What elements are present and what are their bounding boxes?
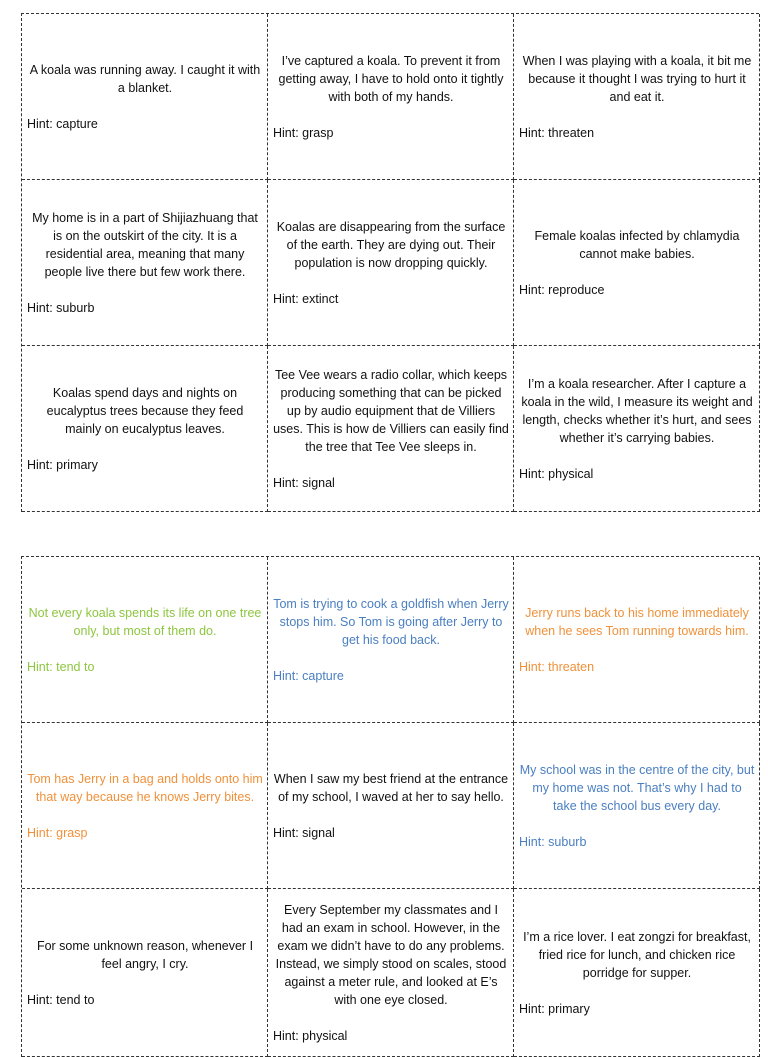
card-sentence: My home is in a part of Shijiazhuang that is on the outskirt of the city. It is a residential area, meaning that many people live there but few work there. [32, 210, 258, 279]
card-hint: Hint: primary [519, 1001, 590, 1016]
vocab-card [268, 723, 514, 889]
vocab-card [514, 889, 760, 1057]
card-sentence: Every September my classmates and I had an exam in school. However, in the exam we didn’t have to do any problems. Instead, we simply stood on scales, stood against a meter rule, and looked at E’s with one eye closed. [275, 902, 507, 1007]
card-hint: Hint: capture [27, 116, 98, 131]
vocab-card [22, 557, 268, 723]
card-sentence: Female koalas infected by chlamydia cannot make babies. [534, 228, 740, 261]
card-sentence: Tom is trying to cook a goldfish when Jerry stops him. So Tom is going after Jerry to get his food back. [273, 596, 509, 647]
card-sentence: When I saw my best friend at the entrance of my school, I waved at her to say hello. [273, 771, 509, 804]
card-hint: Hint: primary [27, 457, 98, 472]
card-sentence: I’ve captured a koala. To prevent it from getting away, I have to hold onto it tightly with both of my hands. [278, 53, 504, 104]
card-hint: Hint: physical [519, 466, 594, 481]
card-sentence: A koala was running away. I caught it with a blanket. [29, 62, 261, 95]
vocab-card [22, 889, 268, 1057]
card-sentence: Tee Vee wears a radio collar, which keeps producing something that can be picked up by audio equipment that de Villiers uses. This is how de Villiers can easily find the tree that Tee Vee sleeps in. [273, 367, 509, 454]
vocab-card [268, 180, 514, 346]
card-sheet-two [21, 556, 759, 1057]
card-sentence: For some unknown reason, whenever I feel angry, I cry. [36, 938, 254, 971]
vocab-card [268, 557, 514, 723]
card-sentence: Jerry runs back to his home immediately when he sees Tom running towards him. [525, 605, 749, 638]
vocab-card [514, 14, 760, 180]
card-hint: Hint: tend to [27, 992, 95, 1007]
vocab-card [268, 889, 514, 1057]
card-sentence: I’m a rice lover. I eat zongzi for breakfast, fried rice for lunch, and chicken rice porridge for supper. [523, 929, 751, 980]
vocab-card [22, 723, 268, 889]
vocab-card [514, 180, 760, 346]
vocab-card [22, 346, 268, 512]
vocab-card [22, 180, 268, 346]
card-hint: Hint: suburb [27, 300, 95, 315]
vocab-card [514, 346, 760, 512]
card-hint: Hint: suburb [519, 834, 587, 849]
card-hint: Hint: signal [273, 475, 335, 490]
vocab-card [514, 557, 760, 723]
card-hint: Hint: grasp [27, 825, 88, 840]
vocab-card [22, 14, 268, 180]
card-hint: Hint: threaten [519, 125, 595, 140]
vocab-card [268, 14, 514, 180]
card-sheet-one [21, 13, 759, 512]
card-hint: Hint: capture [273, 668, 344, 683]
card-sentence: When I was playing with a koala, it bit me because it thought I was trying to hurt it and eat it. [522, 53, 752, 104]
vocab-card [514, 723, 760, 889]
card-hint: Hint: reproduce [519, 282, 605, 297]
card-hint: Hint: signal [273, 825, 335, 840]
card-sentence: Tom has Jerry in a bag and holds onto him that way because he knows Jerry bites. [27, 771, 263, 804]
card-sentence: I’m a koala researcher. After I capture a koala in the wild, I measure its weight and length, checks whether it’s hurt, and sees whether it’s carrying babies. [521, 376, 753, 445]
card-sentence: My school was in the centre of the city, but my home was not. That’s why I had to take the school bus every day. [519, 762, 755, 813]
card-hint: Hint: extinct [273, 291, 339, 306]
card-hint: Hint: threaten [519, 659, 595, 674]
card-hint: Hint: grasp [273, 125, 334, 140]
card-sentence: Koalas spend days and nights on eucalyptus trees because they feed mainly on eucalyptus leaves. [46, 385, 244, 436]
card-sentence: Koalas are disappearing from the surface of the earth. They are dying out. Their population is now dropping quickly. [276, 219, 506, 270]
vocab-card [268, 346, 514, 512]
card-hint: Hint: tend to [27, 659, 95, 674]
card-hint: Hint: physical [273, 1028, 348, 1043]
card-sentence: Not every koala spends its life on one tree only, but most of them do. [28, 605, 262, 638]
